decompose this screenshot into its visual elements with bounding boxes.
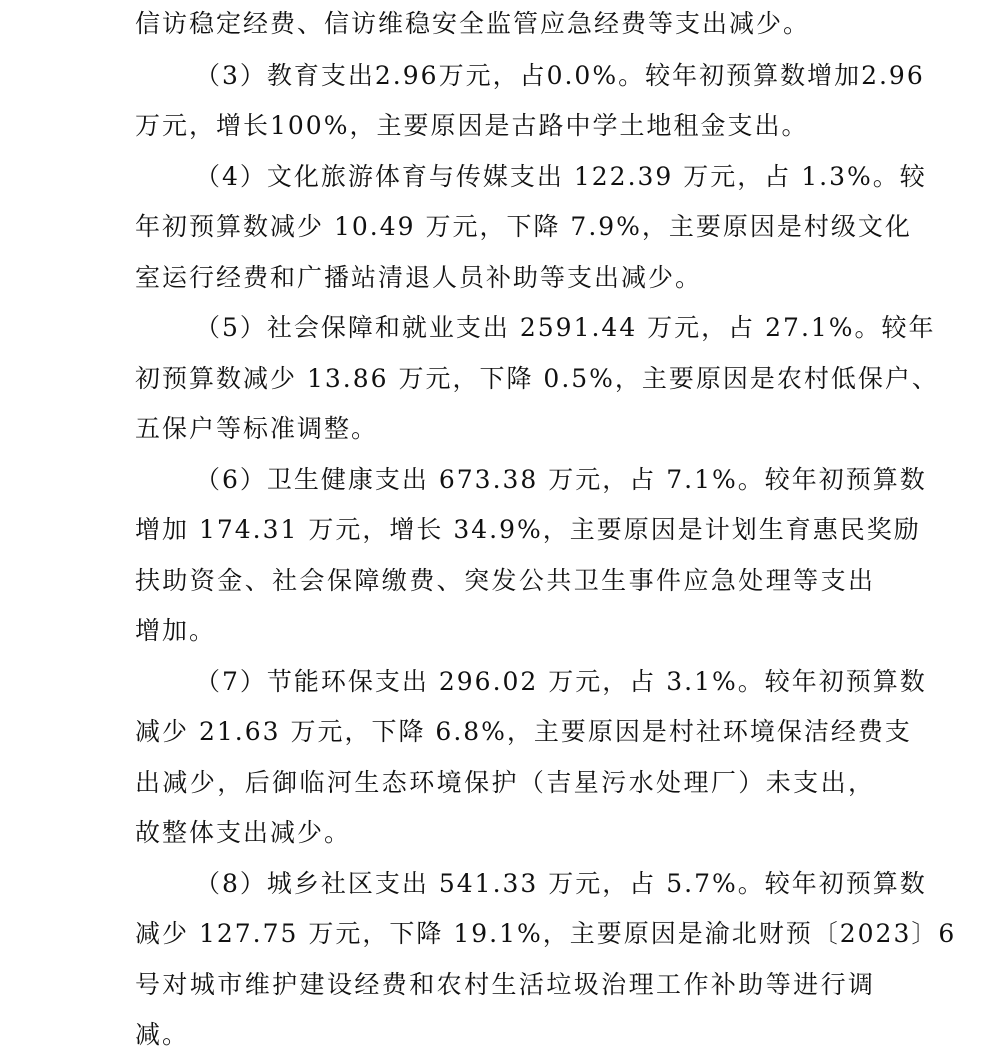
paragraph-6-line-2: 增加 174.31 万元，增长 34.9%，主要原因是计划生育惠民奖励 (135, 515, 921, 544)
paragraph-8-line-3: 号对城市维护建设经费和农村生活垃圾治理工作补助等进行调 (135, 970, 875, 999)
paragraph-7-line-4: 故整体支出减少。 (135, 818, 352, 847)
paragraph-5-line-2: 初预算数减少 13.86 万元，下降 0.5%，主要原因是农村低保户、 (135, 364, 939, 393)
paragraph-7-line-1: （7）节能环保支出 296.02 万元，占 3.1%。较年初预算数 (195, 667, 927, 696)
paragraph-5-line-1: （5）社会保障和就业支出 2591.44 万元，占 27.1%。较年 (195, 313, 936, 342)
paragraph-8-line-1: （8）城乡社区支出 541.33 万元，占 5.7%。较年初预算数 (195, 869, 927, 898)
paragraph-4-line-2: 年初预算数减少 10.49 万元，下降 7.9%，主要原因是村级文化 (135, 212, 912, 241)
paragraph-8-line-4: 减。 (135, 1020, 190, 1049)
paragraph-6-line-1: （6）卫生健康支出 673.38 万元，占 7.1%。较年初预算数 (195, 465, 927, 494)
paragraph-3-line-1: （3）教育支出2.96万元，占0.0%。较年初预算数增加2.96 (195, 61, 925, 90)
paragraph-6-line-4: 增加。 (135, 616, 217, 645)
paragraph-6-line-3: 扶助资金、社会保障缴费、突发公共卫生事件应急处理等支出 (135, 566, 875, 595)
paragraph-4-line-3: 室运行经费和广播站清退人员补助等支出减少。 (135, 263, 703, 292)
paragraph-4-line-1: （4）文化旅游体育与传媒支出 122.39 万元，占 1.3%。较 (195, 162, 927, 191)
paragraph-5-line-3: 五保户等标准调整。 (135, 414, 379, 443)
paragraph-7-line-3: 出减少，后御临河生态环境保护（吉星污水处理厂）未支出， (135, 768, 875, 797)
paragraph-8-line-2: 减少 127.75 万元，下降 19.1%，主要原因是渝北财预〔2023〕6 (135, 919, 957, 948)
paragraph-3-line-2: 万元，增长100%，主要原因是古路中学土地租金支出。 (135, 111, 809, 140)
text-line-1: 信访稳定经费、信访维稳安全监管应急经费等支出减少。 (135, 9, 811, 38)
paragraph-7-line-2: 减少 21.63 万元，下降 6.8%，主要原因是村社环境保洁经费支 (135, 717, 912, 746)
